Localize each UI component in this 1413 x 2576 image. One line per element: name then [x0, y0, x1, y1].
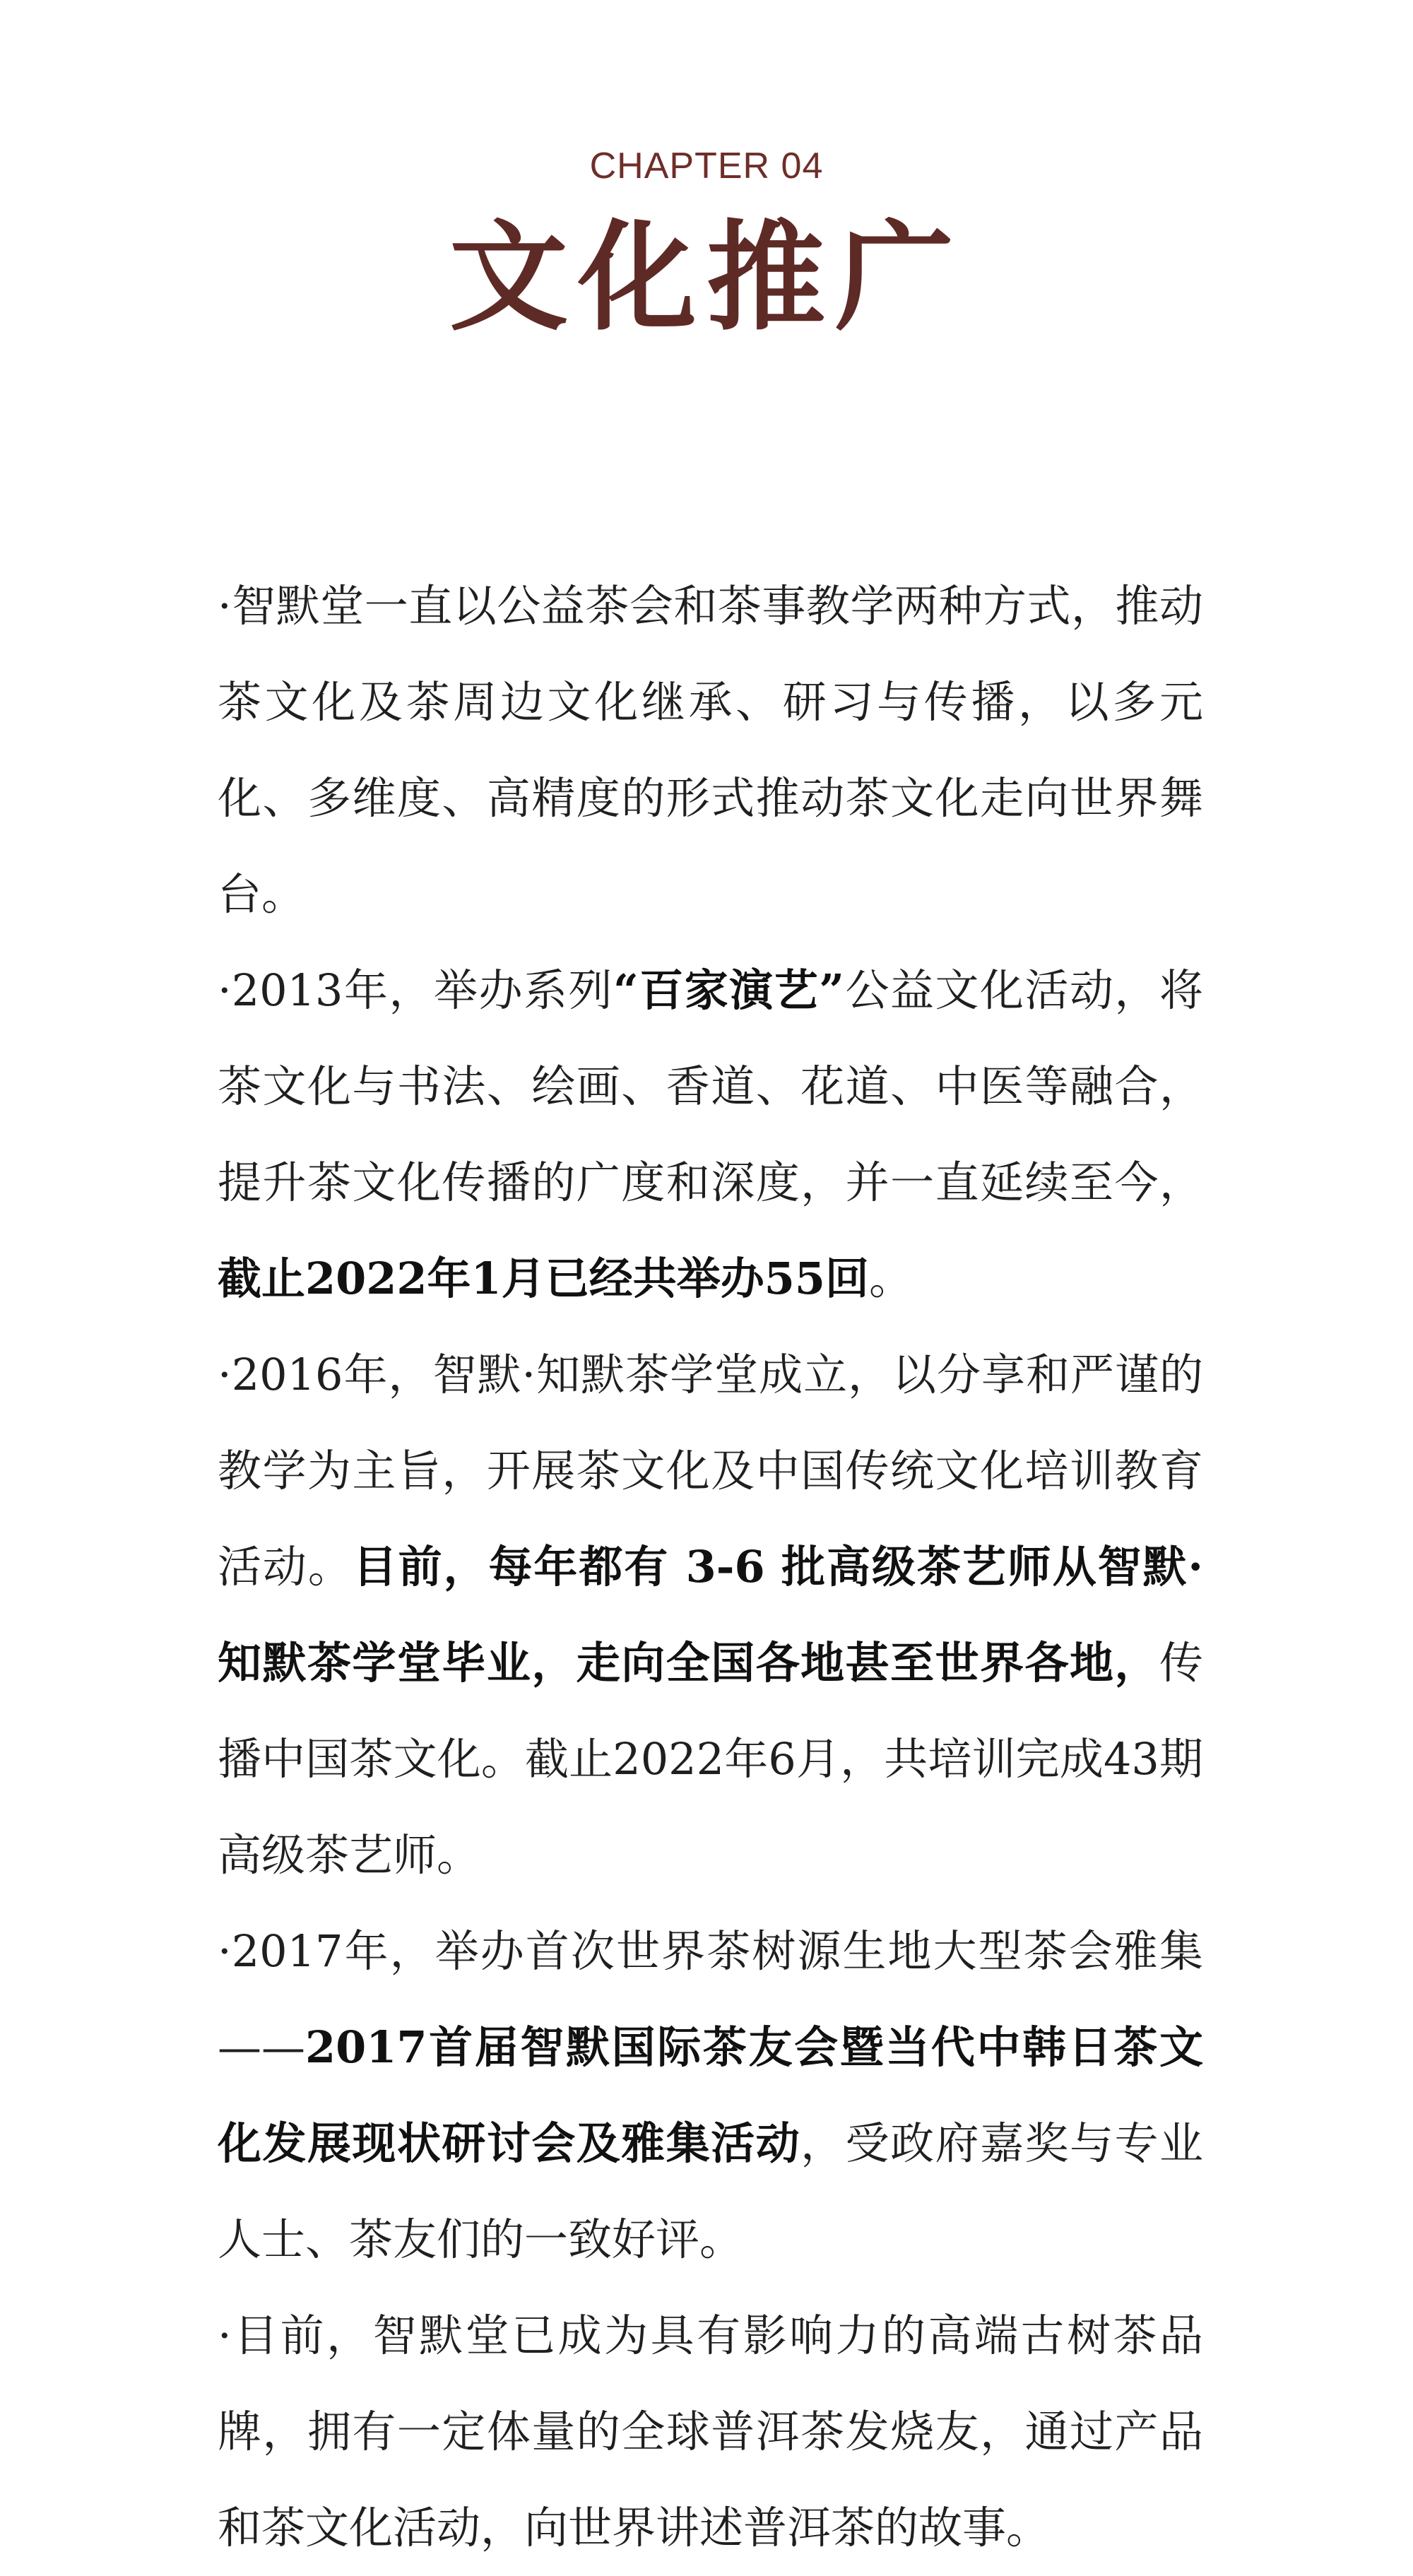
bold-segment: “百家演艺” — [613, 964, 844, 1016]
text-segment: ·2016年，智默·知默茶学堂成立，以分享和严谨的教学为主旨，开展茶文化及中国传统文化培训教育活动。 — [218, 1349, 1203, 1593]
bold-segment: 目前，每年都有 3-6 批高级茶艺师从智默·知默茶学堂毕业，走向全国各地甚至世界各地， — [218, 1541, 1203, 1689]
text-segment: ·智默堂一直以公益茶会和茶事教学两种方式，推动茶文化及茶周边文化继承、研习与传播，以多元化、多维度、高精度的形式推动茶文化走向世界舞台。 — [218, 580, 1203, 920]
text-segment: 。 — [868, 1253, 913, 1304]
text-segment: ·目前，智默堂已成为具有影响力的高端古树茶品牌，拥有一定体量的全球普洱茶发烧友，通过产品和茶文化活动，向世界讲述普洱茶的故事。 — [218, 2310, 1203, 2553]
paragraph-2013 — [218, 943, 1203, 1327]
page-title: 文化推广 — [449, 207, 964, 347]
text-segment: ，受政府嘉奖与专业人士、茶友们的一致好评。 — [218, 2117, 1203, 2265]
text-segment: ·2017年，举办首次世界茶树源生地大型茶会雅集—— — [218, 1925, 1203, 2073]
paragraph-2016 — [218, 1327, 1203, 1903]
paragraph-2017 — [218, 1903, 1203, 2288]
bold-segment: 截止2022年1月已经共举办55回 — [218, 1253, 869, 1304]
paragraph-intro — [218, 558, 1203, 943]
text-segment: 公益文化活动，将茶文化与书法、绘画、香道、花道、中医等融合，提升茶文化传播的广度和深度，并一直延续至今， — [218, 964, 1204, 1208]
text-segment: 传播中国茶文化。截止2022年6月，共培训完成43期高级茶艺师。 — [218, 1637, 1203, 1881]
text-segment: ·2013年，举办系列 — [218, 964, 614, 1016]
body-text — [218, 558, 1203, 2576]
paragraph-current — [218, 2288, 1203, 2576]
chapter-label: CHAPTER 04 — [589, 146, 824, 187]
bold-segment: 2017首届智默国际茶友会暨当代中韩日茶文化发展现状研讨会及雅集活动 — [218, 2021, 1203, 2169]
